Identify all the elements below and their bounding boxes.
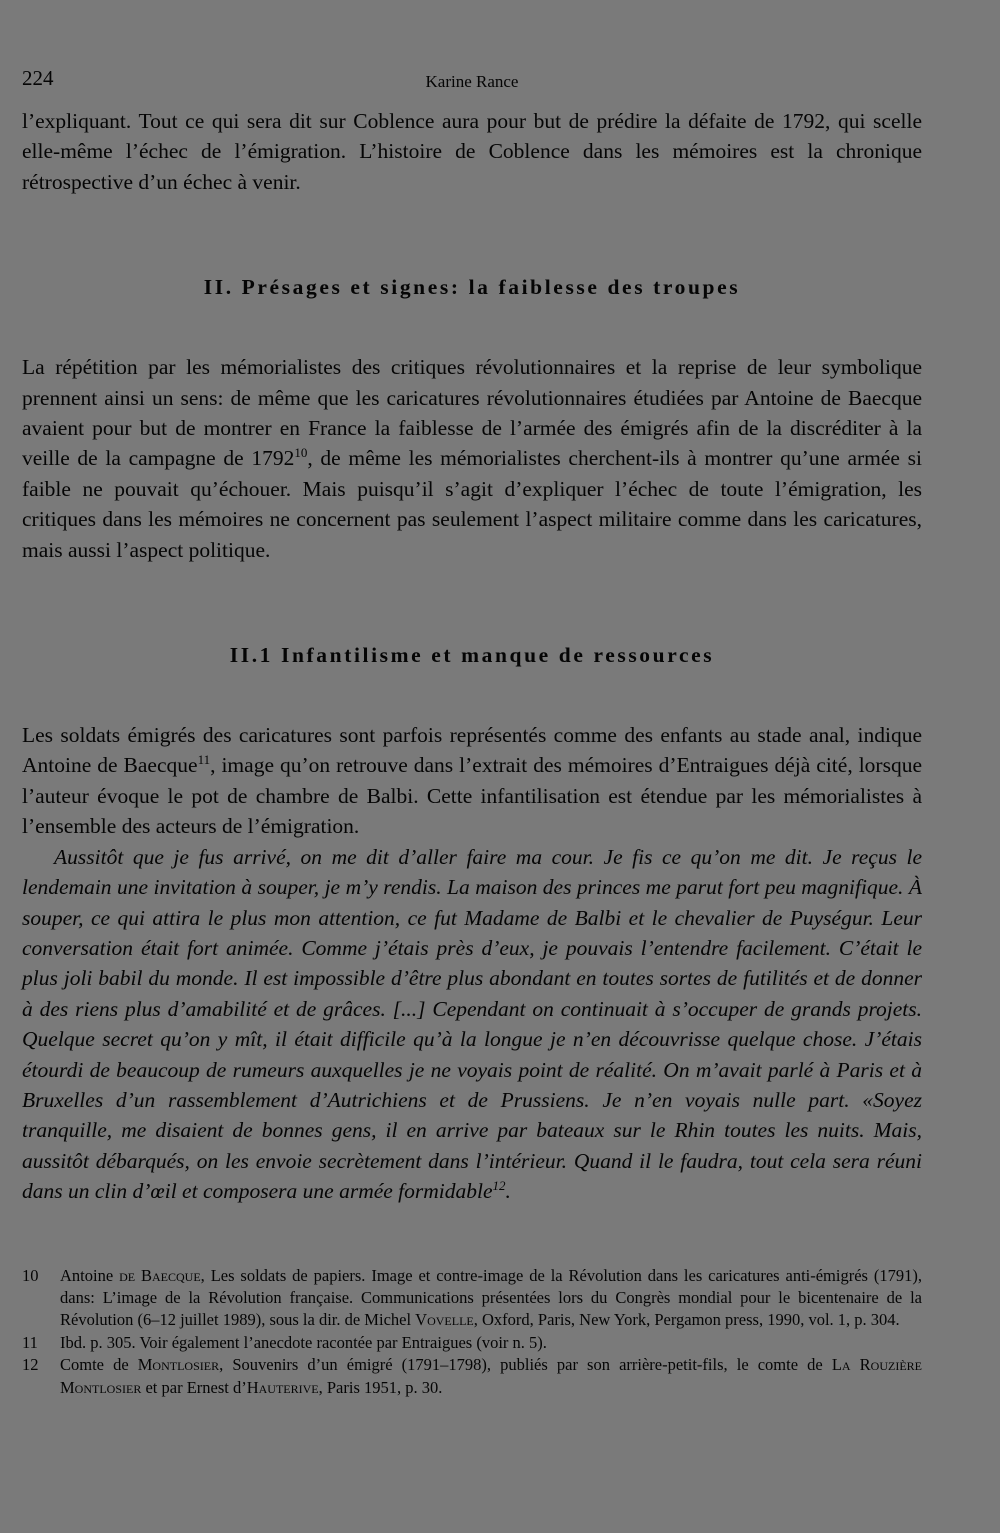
footnote-pre: Antoine [60, 1265, 120, 1285]
subsection-heading-infantilisme: II.1 Infantilisme et manque de ressources [229, 643, 715, 668]
footnote-author3: Hauterive [246, 1377, 319, 1397]
footnote-author2: Vovelle [415, 1310, 474, 1330]
footnote-12 [22, 1354, 922, 1399]
block-quote [22, 842, 922, 1207]
section1-text-part1: La répétition par les mémorialistes des critiques révolutionnaires et la reprise de leur symbolique prennent ainsi un sens: de même que les caricatures révolutionnaires étudiées par Antoine de Baecque avaient pour but de montrer en France la faiblesse de l’armée des émigrés afin de la discréditer à la veille de la campagne de 1792 [22, 355, 922, 471]
running-head-author: Karine Rance [425, 72, 519, 91]
page-number: 224 [22, 66, 54, 90]
footnote-11 [22, 1332, 922, 1354]
section2-text-part1: Les soldats émigrés des caricatures sont parfois représentés comme des enfants au stade anal, indique Antoine de Baecque [22, 723, 922, 778]
footnote-author2: La Rouzière Montlosier [60, 1355, 922, 1397]
footnote-number: 12 [22, 1355, 39, 1375]
section1-text-part2: , de même les mémorialistes cherchent-ils à montrer qu’une armée si faible ne pouvait qu’échouer. Mais puisqu’il s’agit d’expliquer l’échec de toute l’émigration, les critiques dans les mémoires ne concernent pas seulement l’aspect militaire comme dans les caricatures, mais aussi l’aspect politique. [22, 446, 922, 562]
footnote-text [60, 1354, 922, 1399]
running-header [22, 66, 922, 106]
quote-text: Aussitôt que je fus arrivé, on me dit d’aller faire ma cour. Je fis ce qu’on me dit. Je reçus le lendemain une invitation à souper, je m’y rendis. La maison des princes me parut fort peu magnifique. À souper, ce qui attira le plus mon attention, ce fut Madame de Balbi et le chevalier de Puységur. Leur conversation était fort animée. Comme j’étais près d’eux, je pouvais l’entendre facilement. C’était le plus joli babil du monde. Il est impossible d’être plus abondant en toutes sortes de futilités et de donner à des riens plus d’amabilité et de grâces. [...] Cependant on continuait à s’occuper de grands projets. Quelque secret qu’on y mît, il était difficile qu’à la longue je n’en découvrisse quelque chose. J’étais étourdi de beaucoup de rumeurs auxquelles je ne voyais point de réalité. On m’avait parlé à Paris et à Bruxelles d’un rassemblement d’Autrichiens et de Prussiens. Je n’en voyais nulle part. «Soyez tranquille, me disaient de bonnes gens, il en arrive par bateaux sur le Rhin toutes les nuits. Mais, aussitôt débarqués, on les envoie secrètement dans l’intérieur. Quand il le faudra, tout cela sera réuni dans un clin d’œil et composera une armée formidable [22, 844, 922, 1204]
footnote-pre: Comte de [60, 1355, 138, 1375]
section-heading-presages: II. Présages et signes: la faiblesse des troupes [203, 275, 741, 300]
section1-paragraph [22, 352, 922, 565]
footnote-author: de Baecque [119, 1265, 201, 1285]
footnote-text [60, 1265, 922, 1332]
footnote-number: 11 [22, 1332, 38, 1352]
footnote-body2: et par Ernest d’ [141, 1377, 247, 1397]
footnote-10 [22, 1265, 922, 1332]
footnote-ref-10[interactable]: 10 [294, 445, 308, 461]
section2-paragraph [22, 720, 922, 842]
footnote-text: Ibd. p. 305. Voir également l’anecdote racontée par Entraigues (voir n. 5). [60, 1332, 547, 1352]
page [22, 66, 922, 1399]
quote-end: . [505, 1179, 511, 1204]
footnote-number: 10 [22, 1265, 39, 1285]
footnotes [22, 1265, 922, 1399]
footnote-author: Montlosier [137, 1355, 220, 1375]
footnote-ref-11[interactable]: 11 [197, 752, 211, 768]
footnote-body: , Les soldats de papiers. Image et contre-image de la Révolution dans les caricatures anti-émigrés (1791), dans: L’image de la Révolution française. Communications présentées lors du Congrès mondial pour le bicentenaire de la Révolution (6–12 juillet 1989), sous la dir. de Michel [60, 1265, 922, 1330]
footnote-body2: , Oxford, Paris, New York, Pergamon press, 1990, vol. 1, p. 304. [473, 1310, 900, 1330]
intro-paragraph: l’expliquant. Tout ce qui sera dit sur Coblence aura pour but de prédire la défaite de 1792, qui scelle elle-même l’échec de l’émigration. L’histoire de Coblence dans les mémoires est la chronique rétrospective d’un échec à venir. [22, 109, 922, 194]
footnote-ref-12[interactable]: 12 [492, 1178, 506, 1193]
footnote-body: , Souvenirs d’un émigré (1791–1798), publiés par son arrière-petit-fils, le comte de [219, 1355, 832, 1375]
footnote-body3: , Paris 1951, p. 30. [318, 1377, 443, 1397]
section2-text-part2: , image qu’on retrouve dans l’extrait des mémoires d’Entraigues déjà cité, lorsque l’auteur évoque le pot de chambre de Balbi. Cette infantilisation est étendue par les mémorialistes à l’ensemble des acteurs de l’émigration. [22, 753, 922, 839]
